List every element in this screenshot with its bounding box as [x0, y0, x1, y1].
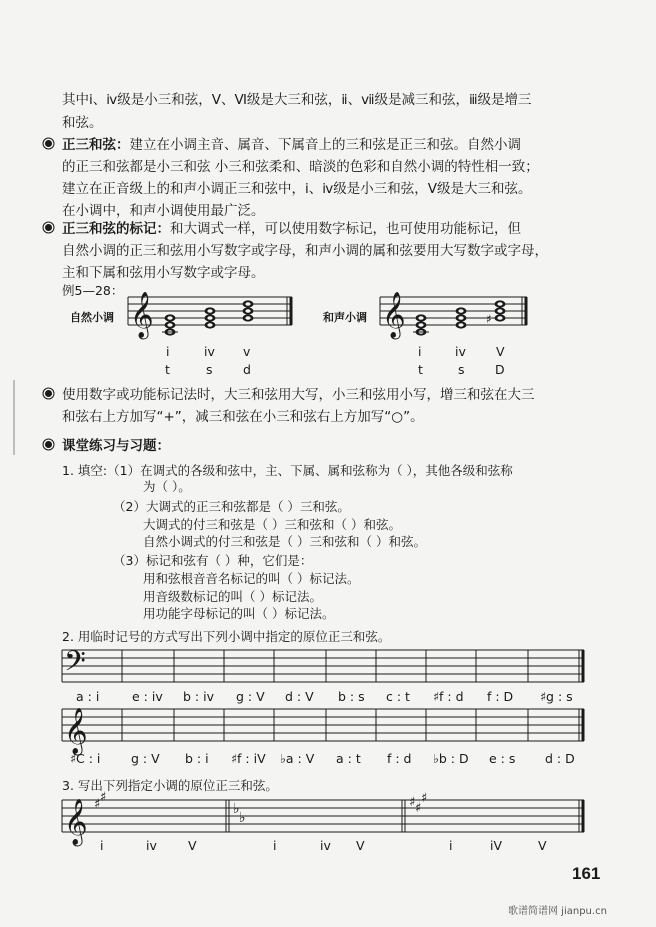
intro-line-2: 和弦。	[62, 115, 103, 131]
q2-row2-label: ♭b : D	[433, 751, 469, 766]
sharp-icon: ♯	[409, 795, 416, 810]
whole-note	[456, 321, 467, 328]
q2-row1-label: b : iv	[183, 689, 214, 704]
q2-row2-label: a : t	[336, 751, 361, 766]
whole-note	[416, 321, 427, 328]
example-left-degree: v	[243, 344, 251, 359]
whole-note	[165, 314, 176, 321]
q1-3c: 用音级数标记的叫（ ）标记法。	[143, 589, 322, 604]
whole-note	[243, 314, 254, 321]
whole-note	[243, 300, 254, 307]
q2-row1-label: ♯f : d	[433, 689, 464, 704]
q3-degree: V	[188, 838, 197, 853]
whole-note	[165, 321, 176, 328]
whole-note	[456, 307, 467, 314]
bullet-icon	[45, 224, 52, 231]
q2-prompt: 2. 用临时记号的方式写出下列小调中指定的原位正三和弦。	[62, 629, 391, 644]
example-left-name: 自然小调	[70, 311, 114, 324]
example-left-func: d	[243, 362, 251, 377]
bullet2-line-1	[62, 217, 521, 237]
example-right-degree: V	[496, 344, 505, 359]
whole-note	[495, 307, 506, 314]
q1-line-1: 1. 填空:（1）在调式的各级和弦中，主、下属、属和弦称为（ ），其他各级和弦称	[62, 463, 513, 478]
whole-note	[205, 321, 216, 328]
q2-bass-staff	[62, 650, 584, 682]
sharp-icon: ♯	[421, 791, 428, 806]
whole-note	[416, 314, 427, 321]
q2-row2-label: f : d	[387, 751, 412, 766]
q2-row2-label: ♭a : V	[280, 751, 315, 766]
whole-note	[165, 328, 176, 335]
bullet-icon	[45, 390, 52, 397]
treble-clef-icon: 𝄞	[64, 799, 88, 845]
bullet-icon	[45, 441, 52, 448]
bullet2-title: 正三和弦的标记：	[62, 221, 170, 237]
q1-3a: （3）标记和弦有（ ）种，它们是：	[113, 553, 313, 568]
example-left-degree: i	[166, 344, 170, 359]
page-number: 161	[572, 864, 601, 883]
q2-row1-label: e : iv	[132, 689, 163, 704]
example-right-name: 和声小调	[323, 311, 367, 324]
bullet1-title: 正三和弦：	[62, 137, 130, 153]
q2-row2-label: e : s	[489, 751, 516, 766]
exercise-heading: 课堂练习与习题：	[62, 438, 170, 454]
example-left-func: t	[165, 362, 170, 377]
q1-2a: （2）大调式的正三和弦都是（ ）三和弦。	[113, 499, 350, 514]
q2-row1-label: g : V	[236, 689, 265, 704]
example-right-func: D	[495, 362, 505, 377]
q2-row1-label: a : i	[76, 689, 100, 704]
example-left-degree: iv	[204, 344, 215, 359]
treble-clef-icon: 𝄞	[130, 292, 154, 338]
sharp-icon: ♯	[486, 312, 492, 326]
whole-note	[205, 314, 216, 321]
q2-row1-label: ♯g : s	[540, 689, 573, 704]
bullet-icon	[45, 140, 52, 147]
bullet3-line-1: 使用数字或功能标记法时，大三和弦用大写，小三和弦用小写，增三和弦在大三	[62, 387, 535, 403]
q2-row2-label: b : i	[185, 751, 209, 766]
q2-row2-label: d : D	[545, 751, 575, 766]
q3-degree: V	[356, 838, 365, 853]
q3-degree: i	[449, 838, 453, 853]
example-right-degree: i	[418, 344, 422, 359]
q2-row1-label: f : D	[487, 689, 514, 704]
bullet2-text: 和大调式一样，可以使用数字标记，也可使用功能标记，但	[170, 221, 521, 237]
example-right-func: s	[458, 362, 465, 377]
flat-icon: ♭	[233, 801, 240, 817]
bullet1-line-2: 的正三和弦都是小三和弦 小三和弦柔和、暗淡的色彩和自然小调的特性相一致；	[62, 159, 539, 175]
treble-clef-icon: 𝄞	[382, 292, 406, 338]
example-left-staff	[128, 297, 292, 325]
whole-note	[243, 307, 254, 314]
whole-note	[416, 328, 427, 335]
q1-line-2: 为（ ）。	[143, 479, 191, 494]
bullet1-line-1	[62, 133, 521, 153]
q3-degree: V	[538, 838, 547, 853]
q2-row2-label: g : V	[131, 751, 160, 766]
q1-3d: 用功能字母标记的叫（ ）标记法。	[143, 606, 335, 621]
example-right-staff	[380, 297, 527, 325]
q2-row1-label: b : s	[338, 689, 365, 704]
intro-line-1: 其中ⅰ、ⅳ级是小三和弦，Ⅴ、Ⅵ级是大三和弦，ⅱ、ⅶ级是减三和弦，ⅲ级是增三	[62, 92, 532, 108]
q2-row1-label: d : V	[285, 689, 314, 704]
q2-row1-label: c : t	[386, 689, 410, 704]
whole-note	[456, 314, 467, 321]
q2-row2-label: ♯f : iV	[231, 751, 266, 766]
example-right-func: t	[418, 362, 423, 377]
q3-degree: i	[100, 838, 104, 853]
flat-icon: ♭	[239, 810, 246, 826]
sharp-icon: ♯	[94, 797, 101, 812]
whole-note	[495, 300, 506, 307]
q2-treble-staff	[62, 709, 584, 741]
example-left-func: s	[206, 362, 213, 377]
q1-2b: 大调式的付三和弦是（ ）三和弦和（ ）和弦。	[143, 517, 401, 532]
example-right-degree: iv	[455, 344, 466, 359]
q3-degree: iv	[146, 838, 157, 853]
bullet2-line-3: 主和下属和弦用小写数字或字母。	[62, 265, 265, 281]
bullet3-line-2: 和弦右上方加写“+”，减三和弦在小三和弦右上方加写“○”。	[62, 409, 424, 425]
sharp-icon: ♯	[415, 801, 422, 816]
bullet2-line-2: 自然小调的正三和弦用小写数字或字母，和声小调的属和弦要用大写数字或字母，	[62, 243, 548, 259]
q1-3b: 用和弦根音音名标记的叫（ ）标记法。	[143, 571, 360, 586]
bullet1-text: 建立在小调主音、属音、下属音上的三和弦是正三和弦。自然小调	[129, 137, 521, 153]
q2-row2-label: ♯C : i	[70, 751, 101, 766]
treble-clef-icon: 𝄞	[64, 708, 88, 754]
q3-degree: i	[273, 838, 277, 853]
q3-degree: iv	[320, 838, 331, 853]
q3-staff	[62, 800, 584, 832]
q3-prompt: 3. 写出下列指定小调的原位正三和弦。	[62, 778, 278, 793]
example-label: 例5—28：	[62, 283, 124, 298]
bass-clef-icon: 𝄢	[64, 645, 86, 685]
whole-note	[205, 307, 216, 314]
q3-degree: iV	[490, 838, 503, 853]
sharp-icon: ♯	[100, 790, 107, 805]
bullet1-line-3: 建立在正音级上的和声小调正三和弦中，ⅰ、ⅳ级是小三和弦，Ⅴ级是大三和弦。	[62, 181, 532, 197]
bullet1-line-4: 在小调中，和声小调使用最广泛。	[62, 203, 265, 219]
whole-note	[495, 314, 506, 321]
q1-2c: 自然小调式的付三和弦是（ ）三和弦和（ ）和弦。	[143, 534, 426, 549]
watermark: 歌谱简谱网 jianpu.cn	[508, 906, 607, 917]
